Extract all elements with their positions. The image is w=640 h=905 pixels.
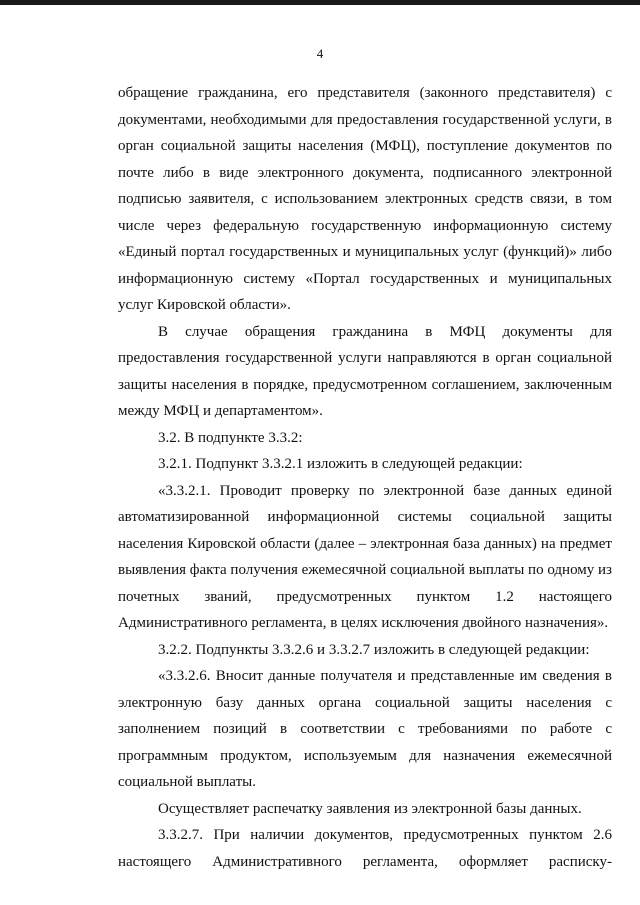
paragraph-1: обращение гражданина, его представителя (законного представителя) с документами, необходимыми для предоставления государственной услуги, в орган социальной защиты населения (МФЦ), поступление документов по почте либо в виде электронного документа, подписанного электронной подписью заявителя, с использованием электронных средств связи, в том числе через федеральную государственную информационную систему «Единый портал государственных и муниципальных услуг (функций)» либо информационную систему «Портал государственных и муниципальных услуг Кировской области». xyxy=(118,85,612,313)
document-body xyxy=(118,80,612,875)
paragraph-8: Осуществляет распечатку заявления из электронной базы данных. xyxy=(158,800,582,817)
paragraph-6: 3.2.2. Подпункты 3.3.2.6 и 3.3.2.7 изложить в следующей редакции: xyxy=(158,641,590,658)
top-rule xyxy=(0,0,640,5)
paragraph-4: 3.2.1. Подпункт 3.3.2.1 изложить в следующей редакции: xyxy=(158,456,523,472)
paragraph-2: В случае обращения гражданина в МФЦ документы для предоставления государственной услуги направляются в орган социальной защиты населения в порядке, предусмотренном соглашением, заключенным между МФЦ и департаментом». xyxy=(118,323,612,419)
paragraph-7: «3.3.2.6. Вносит данные получателя и представленные им сведения в электронную базу данных органа социальной защиты населения с заполнением позиций в соответствии с требованиями по работе с программным продуктом, используемым для назначения ежемесячной социальной выплаты. xyxy=(118,668,612,790)
paragraph-3: 3.2. В подпункте 3.3.2: xyxy=(158,429,303,446)
page-number: 4 xyxy=(316,46,324,61)
paragraph-5: «3.3.2.1. Проводит проверку по электронной базе данных единой автоматизированной информационной системы социальной защиты населения Кировской области (далее – электронная база данных) на предмет выявления факта получения ежемесячной социальной выплаты по одному из почетных званий, предусмотренных пунктом 1.2 настоящего Административного регламента, в целях исключения двойного назначения». xyxy=(118,482,612,631)
paragraph-9: 3.3.2.7. При наличии документов, предусмотренных пунктом 2.6 настоящего Административного регламента, оформляет расписку- xyxy=(118,827,612,870)
